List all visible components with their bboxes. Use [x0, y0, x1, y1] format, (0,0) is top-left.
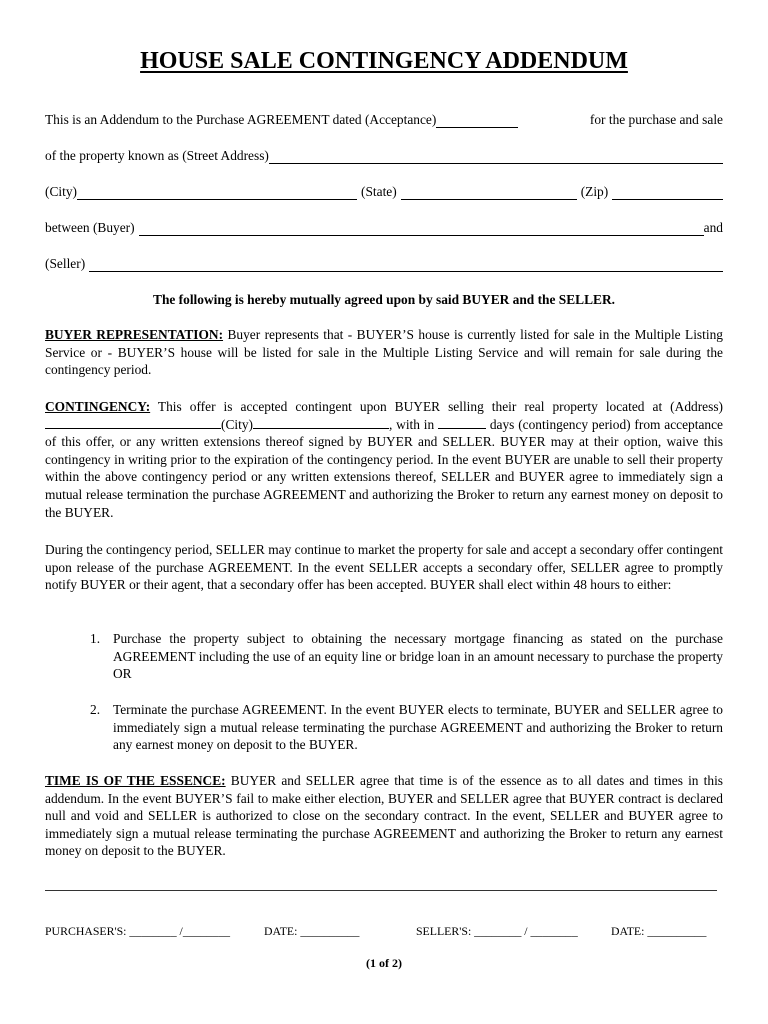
city-label: (City) [45, 184, 77, 199]
zip-label: (Zip) [580, 184, 609, 199]
option-number: 2. [90, 702, 101, 717]
seller-label: (Seller) [45, 256, 86, 271]
buyer-representation-paragraph [45, 326, 723, 379]
seller-date[interactable]: DATE: __________ [611, 924, 707, 938]
purchase-sale-label: for the purchase and sale [589, 112, 723, 127]
contingency-days-field[interactable] [438, 416, 486, 429]
option-text: Purchase the property subject to obtaining the necessary mortgage financing as stated on the purchase AGREEMENT including the use of an equity line or bridge loan in an amount necessary to purchase the property OR [113, 631, 723, 682]
page-number: (1 of 2) [366, 956, 402, 970]
list-item [90, 701, 723, 754]
contingency-address-field[interactable] [45, 416, 221, 429]
document-title: HOUSE SALE CONTINGENCY ADDENDUM [140, 48, 628, 74]
time-essence-text: BUYER and SELLER agree that time is of the essence as to all dates and times in this addendum. In the event BUYER’S fail to make either election, BUYER and SELLER agree that BUYER contract is declared null and void and SELLER is authorized to close on the secondary contract. In the event, SELLER and BUYER agree to immediately sign a mutual release terminating the purchase AGREEMENT and authorizing the Broker to return any earnest money on deposit to the BUYER. [45, 773, 723, 859]
sellers-initials[interactable]: SELLER'S: ________ / ________ [416, 924, 578, 938]
secondary-offer-paragraph: During the contingency period, SELLER may continue to market the property for sale and accept a secondary offer contingent upon release of the purchase AGREEMENT. In the event SELLER accepts a secondary offer, SELLER agree to promptly notify BUYER or their agent, that a secondary offer has been accepted. BUYER shall elect within 48 hours to either: [45, 542, 723, 593]
street-address-label: of the property known as (Street Address) [45, 148, 269, 163]
mutual-agreement-statement: The following is hereby mutually agreed upon by said BUYER and the SELLER. [153, 292, 615, 307]
option-number: 1. [90, 631, 101, 646]
seller-line [45, 256, 723, 272]
contingency-text-a: This offer is accepted contingent upon BUYER selling their real property located at (Address) [150, 399, 723, 414]
separator-line [45, 890, 717, 891]
purchaser-date[interactable]: DATE: __________ [264, 924, 360, 938]
buyer-field[interactable] [139, 221, 704, 236]
contingency-city-field[interactable] [253, 416, 389, 429]
zip-field[interactable] [612, 185, 723, 200]
buyer-representation-heading: BUYER REPRESENTATION: [45, 327, 224, 342]
city-state-zip-line [45, 184, 723, 200]
buyer-representation-text: Buyer represents that - BUYER’S house is currently listed for sale in the Multiple Listing Service or - BUYER’S house will be listed for sale in the Multiple Listing Service and will remain for sale during the contingency period. [45, 327, 723, 378]
contingency-paragraph [45, 398, 723, 521]
contingency-city-label: (City) [221, 416, 253, 432]
acceptance-date-field[interactable] [436, 113, 518, 128]
purchasers-initials[interactable]: PURCHASER'S: ________ /________ [45, 924, 231, 938]
acceptance-label: This is an Addendum to the Purchase AGREEMENT dated (Acceptance) [45, 112, 437, 127]
option-text: Terminate the purchase AGREEMENT. In the event BUYER elects to terminate, BUYER and SELLER agree to immediately sign a mutual release terminating the purchase AGREEMENT and authorizing the Broker to return any earnest money on deposit to the BUYER. [113, 702, 723, 753]
and-label: and [703, 220, 723, 235]
seller-field[interactable] [89, 257, 723, 272]
state-label: (State) [361, 184, 397, 199]
city-field[interactable] [77, 185, 357, 200]
contingency-heading: CONTINGENCY: [45, 399, 151, 414]
time-essence-paragraph [45, 772, 723, 860]
list-item [90, 630, 723, 683]
contingency-text-d: days (contingency period) from acceptance of this offer, or any written extensions thereof signed by BUYER and SELLER. BUYER may at their option, waive this contingency in writing prior to the expiration of the contingency period. In the event BUYER are unable to sell their property within the above contingency period or any written extensions thereof, SELLER and BUYER agree to immediately sign a mutual release termination the purchase AGREEMENT and authorizing the Broker to return any earnest money on deposit to the BUYER. [45, 416, 723, 520]
buyer-label: between (Buyer) [45, 220, 135, 235]
time-essence-heading: TIME IS OF THE ESSENCE: [45, 773, 226, 788]
buyer-line [45, 220, 723, 236]
contingency-with-in-label: , with in [389, 416, 439, 432]
acceptance-line [45, 112, 723, 128]
street-address-field[interactable] [269, 149, 723, 164]
street-address-line [45, 148, 723, 164]
state-field[interactable] [401, 185, 577, 200]
